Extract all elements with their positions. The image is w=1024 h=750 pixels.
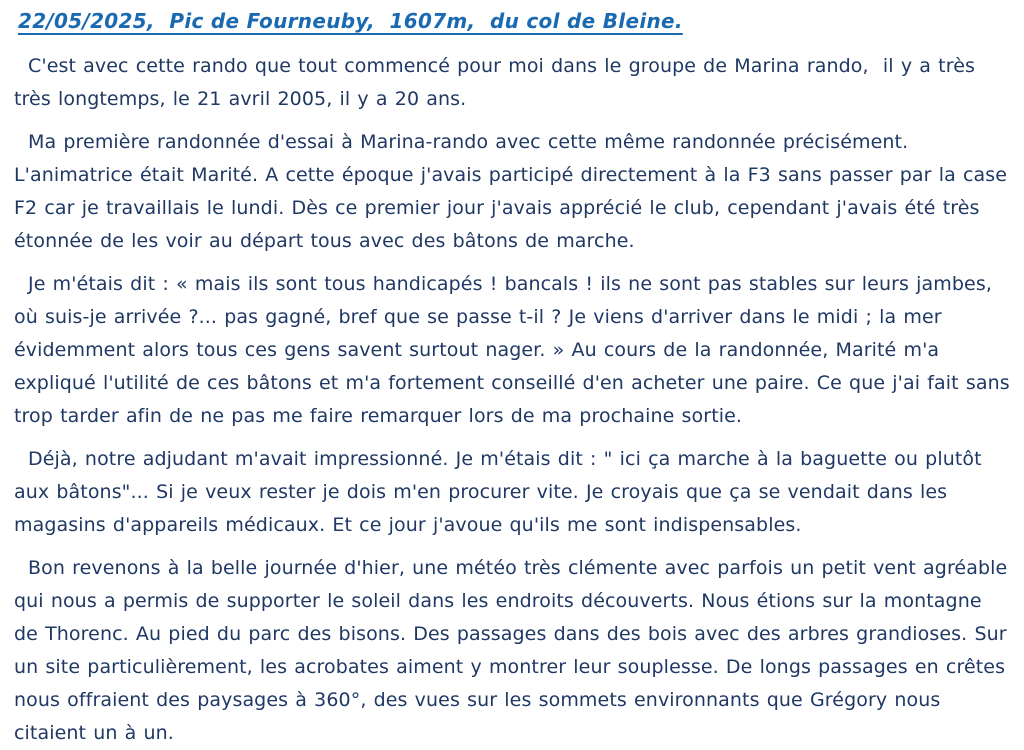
paragraph-first-hike: Ma première randonnée d'essai à Marina-rando avec cette même randonnée précisément. L'animatrice était Marité. A cette époque j'avais participé directement à la F3 sans passer par la case F2 car je travaillais le lundi. Dès ce premier jour j'avais apprécié le club, cependant j'avais été très étonnée de les voir au départ tous avec des bâtons de marche. — [14, 131, 1015, 252]
paragraph-batons-anecdote: Je m'étais dit : « mais ils sont tous handicapés ! bancals ! ils ne sont pas stables sur leurs jambes, où suis-je arrivée ?... pas gagné, bref que se passe t-il ? Je viens d'arriver dans le midi ; la mer évidemment alors tous ces gens savent surtout nager. » Au cours de la randonnée, Marité m'a expliqué l'utilité de ces bâtons et m'a fortement conseillé d'en acheter une paire. Ce que j'ai fait sans trop tarder afin de ne pas me faire remarquer lors de ma prochaine sortie. — [14, 273, 1017, 427]
paragraph-adjudant: Déjà, notre adjudant m'avait impressionné. Je m'étais dit : " ici ça marche à la baguette ou plutôt aux bâtons"... Si je veux rester je dois m'en procurer vite. Je croyais que ça se vendait dans les magasins d'appareils médicaux. Et ce jour j'avoue qu'ils me sont indispensables. — [14, 448, 989, 536]
paragraph-intro: C'est avec cette rando que tout commencé pour moi dans le groupe de Marina rando, il y a très très longtemps, le 21 avril 2005, il y a 20 ans. — [14, 55, 983, 110]
paragraph-yesterday-hike: Bon revenons à la belle journée d'hier, une météo très clémente avec parfois un petit vent agréable qui nous a permis de supporter le soleil dans les endroits découverts. Nous étions sur la montagne de Thorenc. Au pied du parc des bisons. Des passages dans des bois avec des arbres grandioses. Sur un site particulièrement, les acrobates aiment y montrer leur souplesse. De longs passages en crêtes nous offraient des paysages à 360°, des vues sur les sommets environnants que Grégory nous citaient un à un. — [14, 557, 1015, 744]
document-body — [14, 50, 1017, 750]
document-title: 22/05/2025, Pic de Fourneuby, 1607m, du col de Bleine. — [18, 9, 683, 33]
